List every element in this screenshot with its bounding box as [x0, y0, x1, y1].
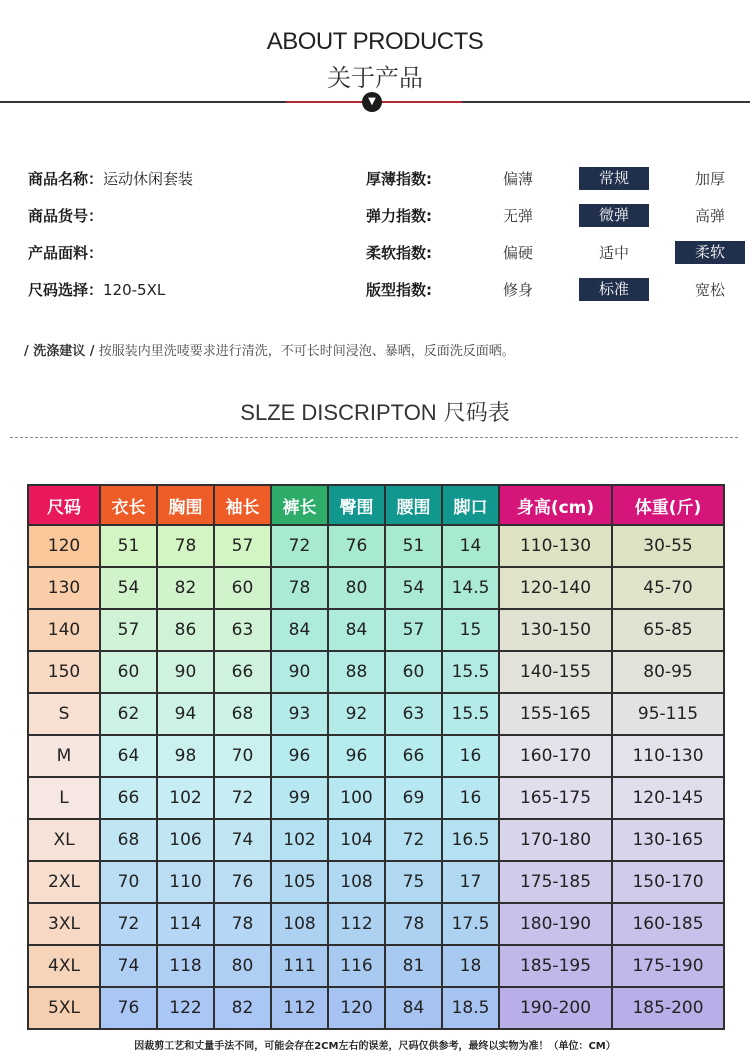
index-row-fit — [366, 271, 750, 308]
size-value-cell: 60 — [214, 567, 271, 609]
size-table-header-cell: 衣长 — [100, 485, 157, 525]
size-value-cell: 160-185 — [612, 903, 724, 945]
size-value-cell: 66 — [100, 777, 157, 819]
size-value-cell: 82 — [157, 567, 214, 609]
size-table-row — [28, 987, 724, 1029]
size-value-cell: 75 — [385, 861, 442, 903]
size-table-header — [28, 485, 724, 525]
size-value-cell: 90 — [157, 651, 214, 693]
size-table-header-cell: 体重(斤) — [612, 485, 724, 525]
size-value-cell: 96 — [271, 735, 328, 777]
size-table-row — [28, 525, 724, 567]
product-info-list — [28, 160, 193, 308]
size-table-header-cell: 裤长 — [271, 485, 328, 525]
index-row-thickness — [366, 160, 750, 197]
info-value: 运动休闲套装 — [103, 170, 194, 188]
size-value-cell: 130-165 — [612, 819, 724, 861]
size-value-cell: 72 — [271, 525, 328, 567]
size-table-row — [28, 609, 724, 651]
size-value-cell: 116 — [328, 945, 385, 987]
size-value-cell: 84 — [328, 609, 385, 651]
size-value-cell: 120-145 — [612, 777, 724, 819]
index-label: 版型指数: — [366, 281, 432, 299]
product-indices — [366, 160, 750, 308]
size-value-cell: 72 — [214, 777, 271, 819]
size-value-cell: 45-70 — [612, 567, 724, 609]
size-value-cell: 80-95 — [612, 651, 724, 693]
wash-label: / 洗涤建议 / — [24, 344, 95, 359]
index-label: 厚薄指数: — [366, 170, 432, 188]
size-value-cell: 15.5 — [442, 693, 499, 735]
info-label: 产品面料： — [28, 244, 104, 262]
size-value-cell: 110-130 — [499, 525, 612, 567]
size-value-cell: 70 — [100, 861, 157, 903]
size-table-row — [28, 861, 724, 903]
size-value-cell: 130-150 — [499, 609, 612, 651]
size-value-cell: 175-190 — [612, 945, 724, 987]
index-option: 加厚 — [694, 170, 725, 188]
info-row-sku — [28, 197, 193, 234]
size-label-cell: M — [28, 735, 100, 777]
size-value-cell: 110-130 — [612, 735, 724, 777]
size-value-cell: 68 — [100, 819, 157, 861]
index-option-selected: 常规 — [579, 167, 649, 190]
size-label-cell: 150 — [28, 651, 100, 693]
size-value-cell: 99 — [271, 777, 328, 819]
size-value-cell: 64 — [100, 735, 157, 777]
size-table-header-cell: 脚口 — [442, 485, 499, 525]
size-value-cell: 170-180 — [499, 819, 612, 861]
size-table — [27, 484, 725, 1030]
size-value-cell: 185-195 — [499, 945, 612, 987]
size-value-cell: 122 — [157, 987, 214, 1029]
size-value-cell: 16 — [442, 735, 499, 777]
size-value-cell: 82 — [214, 987, 271, 1029]
size-value-cell: 81 — [385, 945, 442, 987]
size-label-cell: 120 — [28, 525, 100, 567]
size-value-cell: 118 — [157, 945, 214, 987]
size-value-cell: 104 — [328, 819, 385, 861]
size-table-header-cell: 身高(cm) — [499, 485, 612, 525]
size-value-cell: 63 — [385, 693, 442, 735]
index-option-selected: 柔软 — [675, 241, 745, 264]
size-value-cell: 15 — [442, 609, 499, 651]
size-value-cell: 185-200 — [612, 987, 724, 1029]
size-value-cell: 112 — [328, 903, 385, 945]
size-value-cell: 72 — [385, 819, 442, 861]
size-value-cell: 106 — [157, 819, 214, 861]
index-option: 偏薄 — [502, 170, 533, 188]
size-value-cell: 60 — [385, 651, 442, 693]
size-value-cell: 66 — [385, 735, 442, 777]
info-row-size — [28, 271, 193, 308]
index-option: 无弹 — [502, 207, 533, 225]
size-value-cell: 54 — [385, 567, 442, 609]
size-value-cell: 93 — [271, 693, 328, 735]
size-value-cell: 108 — [271, 903, 328, 945]
size-value-cell: 78 — [271, 567, 328, 609]
size-value-cell: 100 — [328, 777, 385, 819]
size-value-cell: 16.5 — [442, 819, 499, 861]
size-value-cell: 110 — [157, 861, 214, 903]
size-table-row — [28, 693, 724, 735]
size-value-cell: 63 — [214, 609, 271, 651]
size-table-row — [28, 903, 724, 945]
size-value-cell: 78 — [385, 903, 442, 945]
size-value-cell: 70 — [214, 735, 271, 777]
size-value-cell: 17 — [442, 861, 499, 903]
header-title-zh: 关于产品 — [327, 64, 423, 92]
index-option: 修身 — [502, 281, 533, 299]
size-value-cell: 96 — [328, 735, 385, 777]
index-option-selected: 微弹 — [579, 204, 649, 227]
size-table-row — [28, 819, 724, 861]
size-value-cell: 112 — [271, 987, 328, 1029]
size-value-cell: 54 — [100, 567, 157, 609]
size-table-row — [28, 735, 724, 777]
size-value-cell: 14.5 — [442, 567, 499, 609]
size-value-cell: 66 — [214, 651, 271, 693]
size-table-header-cell: 臀围 — [328, 485, 385, 525]
size-value-cell: 98 — [157, 735, 214, 777]
info-label: 商品名称： — [28, 170, 104, 188]
index-option: 偏硬 — [502, 244, 533, 262]
size-value-cell: 57 — [214, 525, 271, 567]
size-value-cell: 17.5 — [442, 903, 499, 945]
size-value-cell: 76 — [100, 987, 157, 1029]
size-value-cell: 76 — [328, 525, 385, 567]
size-value-cell: 120 — [328, 987, 385, 1029]
index-option: 高弹 — [694, 207, 725, 225]
size-value-cell: 57 — [385, 609, 442, 651]
size-value-cell: 15.5 — [442, 651, 499, 693]
size-label-cell: 140 — [28, 609, 100, 651]
size-value-cell: 18 — [442, 945, 499, 987]
size-label-cell: XL — [28, 819, 100, 861]
chevron-down-icon: ▼ — [362, 92, 382, 112]
size-value-cell: 165-175 — [499, 777, 612, 819]
index-option-selected: 标准 — [579, 278, 649, 301]
size-section-title — [0, 396, 750, 427]
size-value-cell: 86 — [157, 609, 214, 651]
info-label: 尺码选择： — [28, 281, 104, 299]
size-value-cell: 84 — [271, 609, 328, 651]
size-value-cell: 69 — [385, 777, 442, 819]
size-title-zh: 尺码表 — [443, 401, 510, 426]
dashed-divider — [10, 437, 738, 438]
size-value-cell: 84 — [385, 987, 442, 1029]
size-value-cell: 57 — [100, 609, 157, 651]
size-value-cell: 102 — [271, 819, 328, 861]
size-value-cell: 150-170 — [612, 861, 724, 903]
size-value-cell: 111 — [271, 945, 328, 987]
size-value-cell: 105 — [271, 861, 328, 903]
size-value-cell: 51 — [385, 525, 442, 567]
size-value-cell: 65-85 — [612, 609, 724, 651]
size-label-cell: 130 — [28, 567, 100, 609]
size-value-cell: 78 — [214, 903, 271, 945]
size-value-cell: 76 — [214, 861, 271, 903]
size-value-cell: 60 — [100, 651, 157, 693]
info-value: 120-5XL — [103, 280, 166, 299]
size-value-cell: 120-140 — [499, 567, 612, 609]
size-value-cell: 72 — [100, 903, 157, 945]
measurement-note: 因裁剪工艺和丈量手法不同，可能会存在2CM左右的误差，尺码仅供参考，最终以实物为准！（单位：CM） — [134, 1041, 616, 1052]
size-table-header-cell: 袖长 — [214, 485, 271, 525]
size-value-cell: 88 — [328, 651, 385, 693]
size-title-en: SLZE DISCRIPTON — [240, 400, 437, 425]
size-value-cell: 18.5 — [442, 987, 499, 1029]
size-value-cell: 74 — [214, 819, 271, 861]
index-label: 柔软指数: — [366, 244, 432, 262]
size-value-cell: 175-185 — [499, 861, 612, 903]
size-value-cell: 80 — [214, 945, 271, 987]
size-table-header-cell: 腰围 — [385, 485, 442, 525]
size-table-row — [28, 777, 724, 819]
size-label-cell: 2XL — [28, 861, 100, 903]
size-table-header-cell: 胸围 — [157, 485, 214, 525]
size-value-cell: 74 — [100, 945, 157, 987]
size-label-cell: S — [28, 693, 100, 735]
size-value-cell: 16 — [442, 777, 499, 819]
size-value-cell: 62 — [100, 693, 157, 735]
about-products-header — [0, 28, 750, 93]
size-value-cell: 90 — [271, 651, 328, 693]
info-label: 商品货号： — [28, 207, 104, 225]
size-table-row — [28, 945, 724, 987]
size-label-cell: 5XL — [28, 987, 100, 1029]
size-value-cell: 190-200 — [499, 987, 612, 1029]
size-table-header-cell: 尺码 — [28, 485, 100, 525]
size-value-cell: 92 — [328, 693, 385, 735]
size-value-cell: 94 — [157, 693, 214, 735]
index-option: 宽松 — [694, 281, 725, 299]
size-label-cell: 4XL — [28, 945, 100, 987]
wash-text: 按服装内里洗唛要求进行清洗，不可长时间浸泡、暴晒，反面洗反面晒。 — [98, 344, 515, 359]
index-label: 弹力指数: — [366, 207, 432, 225]
size-value-cell: 140-155 — [499, 651, 612, 693]
info-row-name — [28, 160, 193, 197]
size-table-row — [28, 567, 724, 609]
size-value-cell: 95-115 — [612, 693, 724, 735]
size-value-cell: 80 — [328, 567, 385, 609]
size-value-cell: 14 — [442, 525, 499, 567]
size-value-cell: 78 — [157, 525, 214, 567]
size-value-cell: 51 — [100, 525, 157, 567]
size-value-cell: 68 — [214, 693, 271, 735]
index-option: 适中 — [598, 244, 629, 262]
header-title-en: ABOUT PRODUCTS — [266, 28, 484, 55]
size-value-cell: 30-55 — [612, 525, 724, 567]
size-value-cell: 155-165 — [499, 693, 612, 735]
size-table-row — [28, 651, 724, 693]
wash-advice — [24, 340, 515, 359]
size-label-cell: 3XL — [28, 903, 100, 945]
index-row-softness — [366, 234, 750, 271]
size-value-cell: 160-170 — [499, 735, 612, 777]
size-value-cell: 108 — [328, 861, 385, 903]
index-row-elasticity — [366, 197, 750, 234]
info-row-fabric — [28, 234, 193, 271]
size-label-cell: L — [28, 777, 100, 819]
size-value-cell: 102 — [157, 777, 214, 819]
size-value-cell: 114 — [157, 903, 214, 945]
size-value-cell: 180-190 — [499, 903, 612, 945]
